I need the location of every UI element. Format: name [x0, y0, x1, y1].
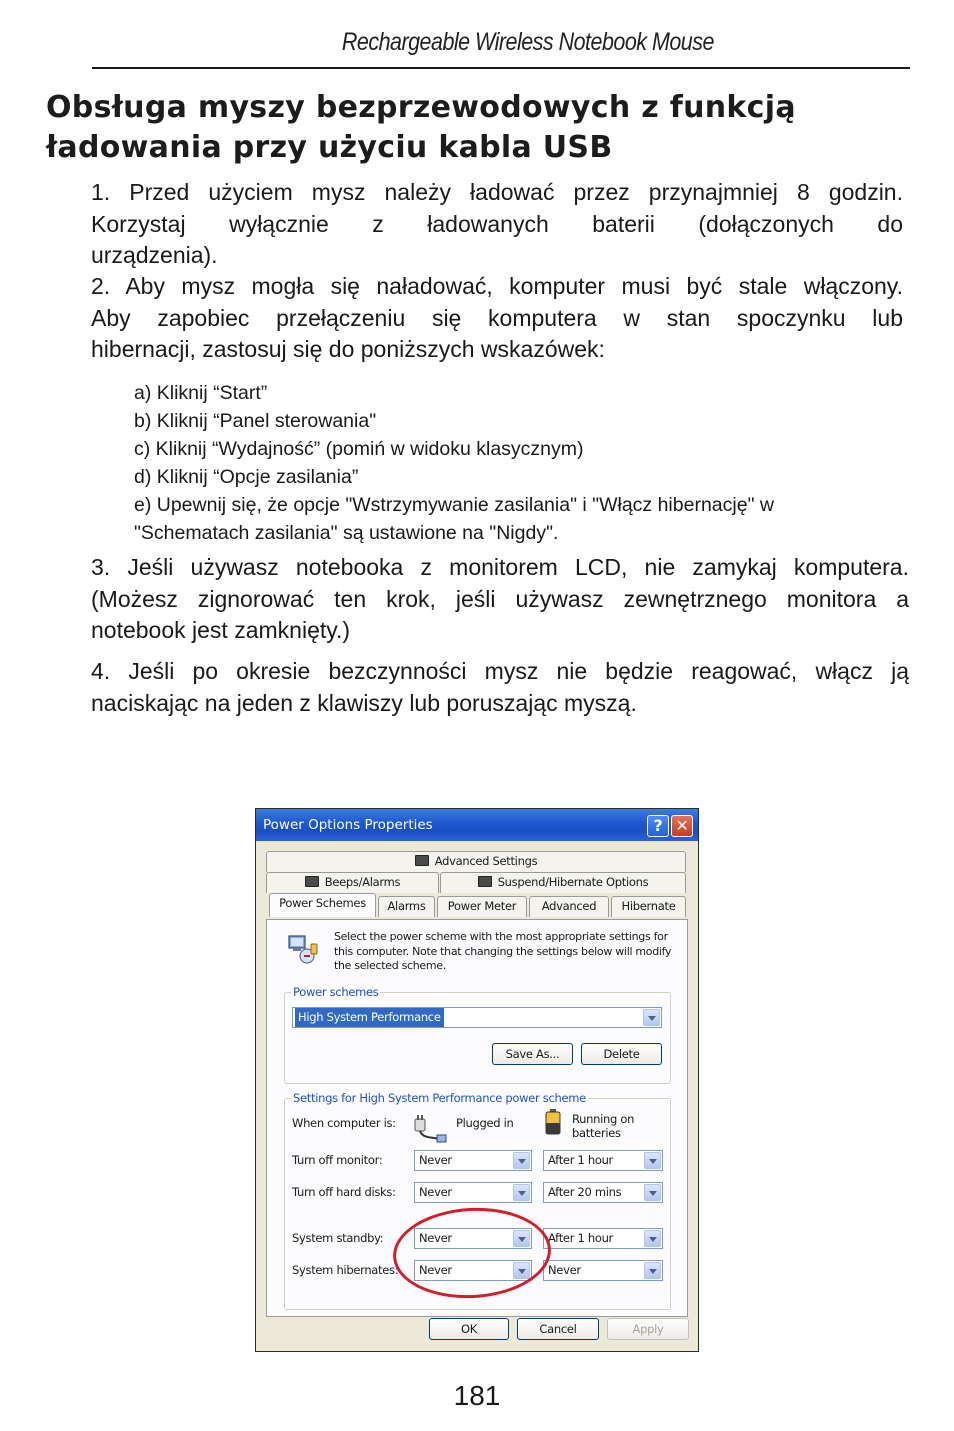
close-button[interactable]: ✕ — [671, 815, 693, 837]
paragraph-3-line-3: notebook jest zamknięty.) — [91, 617, 351, 643]
running-on-label: Running on — [572, 1112, 635, 1126]
computer-icon — [305, 876, 319, 887]
paragraph-4-line-2: naciskając na jeden z klawiszy lub poruszając myszą. — [91, 689, 637, 716]
paragraph-2-line-2: Aby zapobiec przełączeniu się komputera w stan spoczynku lub — [91, 304, 903, 331]
dialog-title: Power Options Properties — [263, 817, 433, 833]
paragraph-1-line-2: Korzystaj wyłącznie z ładowanych baterii (dołączonych do — [91, 210, 903, 237]
tab-hibernate[interactable]: Hibernate — [611, 896, 686, 917]
chevron-down-icon[interactable] — [644, 1262, 661, 1279]
dialog-titlebar — [256, 809, 698, 841]
section-title-line-2: ładowania przy użyciu kabla USB — [46, 130, 613, 165]
chevron-down-icon[interactable] — [643, 1009, 660, 1026]
power-scheme-value: High System Performance — [295, 1008, 444, 1027]
section-title — [46, 88, 926, 168]
system-hibernates-label: System hibernates: — [292, 1263, 399, 1277]
tab-power-meter[interactable]: Power Meter — [437, 896, 527, 917]
paragraph-3-line-2: (Możesz zignorować ten krok, jeśli używasz zewnętrznego monitora a — [91, 585, 909, 612]
power-scheme-select[interactable] — [292, 1007, 662, 1028]
hard-disks-plugged-select[interactable] — [414, 1182, 532, 1203]
plugged-in-label: Plugged in — [456, 1116, 514, 1130]
help-button[interactable]: ? — [647, 815, 669, 837]
chevron-down-icon[interactable] — [513, 1152, 530, 1169]
tab-beeps-alarms[interactable] — [266, 872, 439, 893]
turn-off-hard-disks-label: Turn off hard disks: — [292, 1185, 396, 1199]
plug-icon — [413, 1115, 447, 1143]
tab-power-schemes[interactable]: Power Schemes — [269, 893, 376, 917]
delete-button[interactable]: Delete — [581, 1043, 662, 1065]
page-number: 181 — [453, 1380, 501, 1411]
power-schemes-label: Power schemes — [293, 985, 379, 999]
tab-advanced[interactable]: Advanced — [529, 896, 609, 917]
hard-disks-plugged-value: Never — [419, 1185, 452, 1199]
tab-advanced-settings[interactable] — [266, 851, 686, 872]
chevron-down-icon[interactable] — [513, 1184, 530, 1201]
battery-icon — [545, 1109, 561, 1135]
tab-alarms[interactable]: Alarms — [378, 896, 435, 917]
paragraph-3 — [91, 552, 909, 647]
paragraph-1 — [91, 177, 903, 272]
cancel-button[interactable]: Cancel — [517, 1318, 599, 1340]
chevron-down-icon[interactable] — [644, 1152, 661, 1169]
paragraph-2-line-3: hibernacji, zastosuj się do poniższych wskazówek: — [91, 336, 605, 362]
turn-off-monitor-label: Turn off monitor: — [292, 1153, 383, 1167]
computer-icon — [478, 876, 492, 887]
step-item: b) Kliknij “Panel sterowania" — [134, 410, 377, 432]
tab-suspend-hibernate[interactable] — [440, 872, 686, 893]
batteries-label: batteries — [572, 1126, 621, 1140]
tab-label: Suspend/Hibernate Options — [497, 875, 649, 889]
paragraph-3-line-1: 3. Jeśli używasz notebooka z monitorem LCD, nie zamykaj komputera. — [91, 554, 909, 580]
steps-list — [134, 379, 894, 547]
scheme-settings-label: Settings for High System Performance power scheme — [293, 1091, 586, 1105]
running-on-batteries-label — [572, 1112, 634, 1140]
step-item: d) Kliknij “Opcje zasilania” — [134, 466, 359, 488]
hibernates-battery-select[interactable] — [543, 1260, 663, 1281]
save-as-button[interactable]: Save As... — [492, 1043, 573, 1065]
intro-text: Select the power scheme with the most appropriate settings for this computer. Note that changing the settings below will modify the selected scheme. — [334, 930, 672, 972]
tab-label: Advanced Settings — [434, 854, 538, 868]
chevron-down-icon[interactable] — [644, 1184, 661, 1201]
monitor-plugged-value: Never — [419, 1153, 452, 1167]
system-standby-label: System standby: — [292, 1231, 384, 1245]
paragraph-4-line-1: 4. Jeśli po okresie bezczynności mysz nie będzie reagować, włącz ją — [91, 658, 909, 684]
hibernates-battery-value: Never — [548, 1263, 581, 1277]
running-header: Rechargeable Wireless Notebook Mouse — [341, 28, 714, 56]
monitor-battery-select[interactable] — [543, 1150, 663, 1171]
section-title-line-1: Obsługa myszy bezprzewodowych z funkcją — [46, 90, 796, 125]
step-item: a) Kliknij “Start” — [134, 382, 268, 404]
chevron-down-icon[interactable] — [644, 1230, 661, 1247]
hard-disks-battery-value: After 20 mins — [548, 1185, 622, 1199]
power-schemes-group — [284, 985, 671, 1084]
standby-battery-value: After 1 hour — [548, 1231, 613, 1245]
computer-icon — [415, 855, 429, 866]
paragraph-4 — [91, 656, 909, 719]
ok-button[interactable]: OK — [429, 1318, 509, 1340]
step-item: c) Kliknij “Wydajność” (pomiń w widoku klasycznym) — [134, 438, 584, 460]
header-rule — [92, 67, 910, 69]
tab-label: Beeps/Alarms — [324, 875, 401, 889]
step-item: e) Upewnij się, że opcje "Wstrzymywanie zasilania" i "Włącz hibernację" w — [134, 494, 774, 516]
paragraph-1-line-1: 1. Przed użyciem mysz należy ładować przez przynajmniej 8 godzin. — [91, 179, 903, 205]
monitor-battery-value: After 1 hour — [548, 1153, 613, 1167]
standby-battery-select[interactable] — [543, 1228, 663, 1249]
hibernates-plugged-value: Never — [419, 1263, 452, 1277]
standby-plugged-value: Never — [419, 1231, 452, 1245]
paragraph-1-line-3: urządzenia). — [91, 242, 218, 268]
monitor-plugged-select[interactable] — [414, 1150, 532, 1171]
power-scheme-icon — [285, 932, 319, 966]
apply-button[interactable]: Apply — [607, 1318, 689, 1340]
paragraph-2 — [91, 271, 903, 366]
paragraph-2-line-1: 2. Aby mysz mogła się naładować, komputer musi być stale włączony. — [91, 273, 903, 299]
hard-disks-battery-select[interactable] — [543, 1182, 663, 1203]
when-computer-is-label: When computer is: — [292, 1116, 396, 1130]
step-item: "Schematach zasilania" są ustawione na "Nigdy". — [134, 522, 559, 544]
